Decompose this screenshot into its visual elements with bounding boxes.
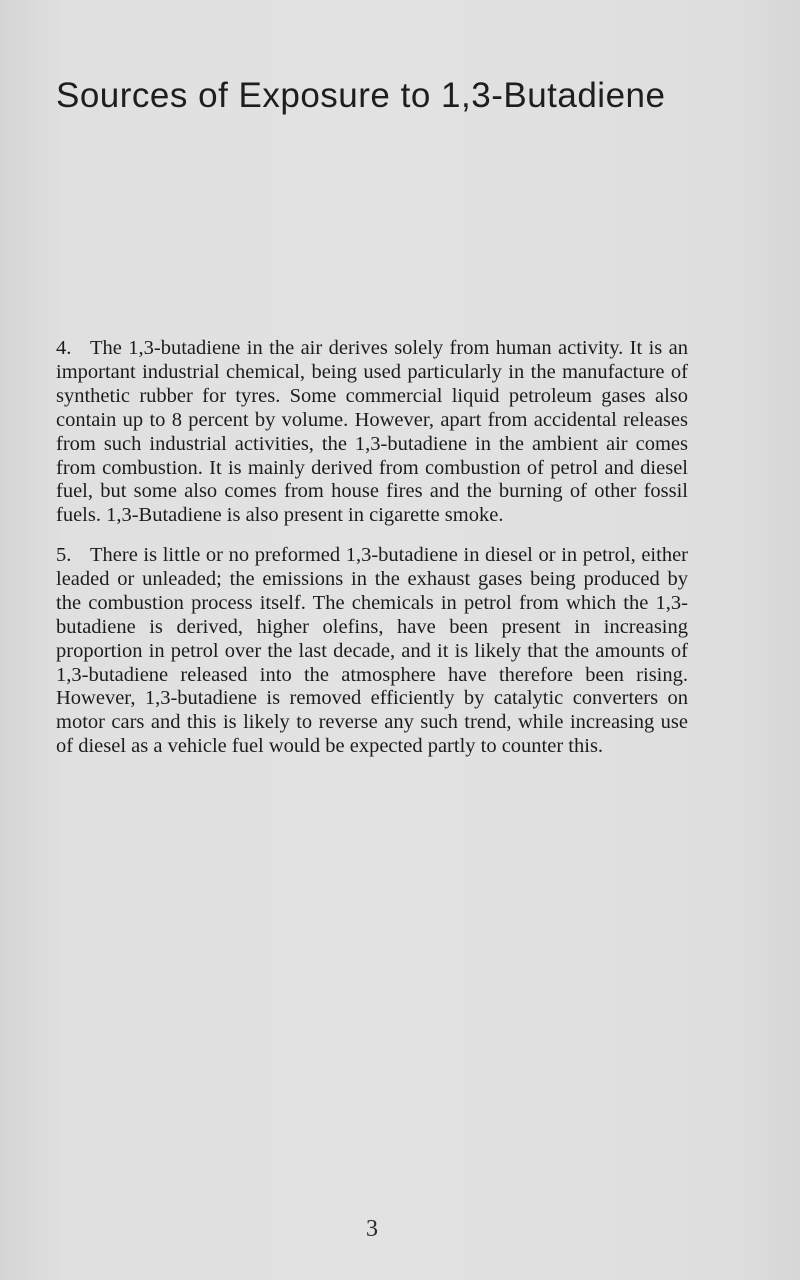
paragraph-text: There is little or no preformed 1,3-butadiene in diesel or in petrol, either leaded or unleaded; the emissions in the exhaust gases being produced by the combustion process itself. The chemicals in petrol from which the 1,3-butadiene is derived, higher olefins, have been present in increasing proportion in petrol over the last decade, and it is likely that the amounts of 1,3-butadiene released into the atmosphere have therefore been rising. However, 1,3-butadiene is removed efficiently by catalytic converters on motor cars and this is likely to reverse any such trend, while increasing use of diesel as a vehicle fuel would be expected partly to counter this. <box>56 544 688 758</box>
paragraph-4 <box>56 337 688 528</box>
page-title: Sources of Exposure to 1,3-Butadiene <box>56 76 666 115</box>
paragraph-number: 4. <box>56 337 72 359</box>
paragraph-5 <box>56 544 688 759</box>
paragraph-number: 5. <box>56 544 72 566</box>
paragraph-text: The 1,3-butadiene in the air derives solely from human activity. It is an important industrial chemical, being used particularly in the manufacture of synthetic rubber for tyres. Some commercial liquid petroleum gases also contain up to 8 percent by volume. However, apart from accidental releases from such industrial activities, the 1,3-butadiene in the ambient air comes from combustion. It is mainly derived from combustion of petrol and diesel fuel, but some also comes from house fires and the burning of other fossil fuels. 1,3-Butadiene is also present in cigarette smoke. <box>56 337 688 527</box>
page-number: 3 <box>366 1216 378 1242</box>
